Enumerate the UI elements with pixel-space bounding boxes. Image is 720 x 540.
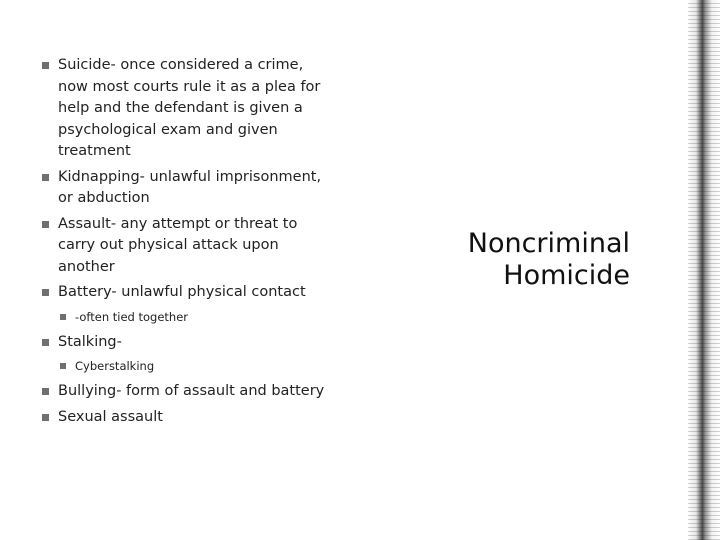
- bullet-bullying: Bullying- form of assault and battery: [40, 381, 330, 403]
- decorative-edge: [688, 0, 720, 540]
- bullet-kidnapping: Kidnapping- unlawful imprisonment, or abduction: [40, 167, 330, 210]
- bullet-list: [40, 55, 330, 428]
- bullet-sexual-assault: Sexual assault: [40, 407, 330, 429]
- bullet-battery: Battery- unlawful physical contact: [40, 282, 330, 304]
- slide-title-line-2: Homicide: [503, 260, 630, 291]
- slide-title-line-1: Noncriminal: [467, 228, 630, 259]
- bullet-stalking: Stalking-: [40, 332, 330, 354]
- sub-bullet-tied-together: -often tied together: [40, 308, 330, 326]
- slide-title: [430, 228, 630, 292]
- bullet-assault: Assault- any attempt or threat to carry out physical attack upon another: [40, 214, 330, 279]
- bullet-content: [40, 55, 330, 432]
- bullet-suicide: Suicide- once considered a crime, now most courts rule it as a plea for help and the defendant is given a psychological exam and given treatment: [40, 55, 330, 163]
- sub-bullet-cyberstalking: Cyberstalking: [40, 357, 330, 375]
